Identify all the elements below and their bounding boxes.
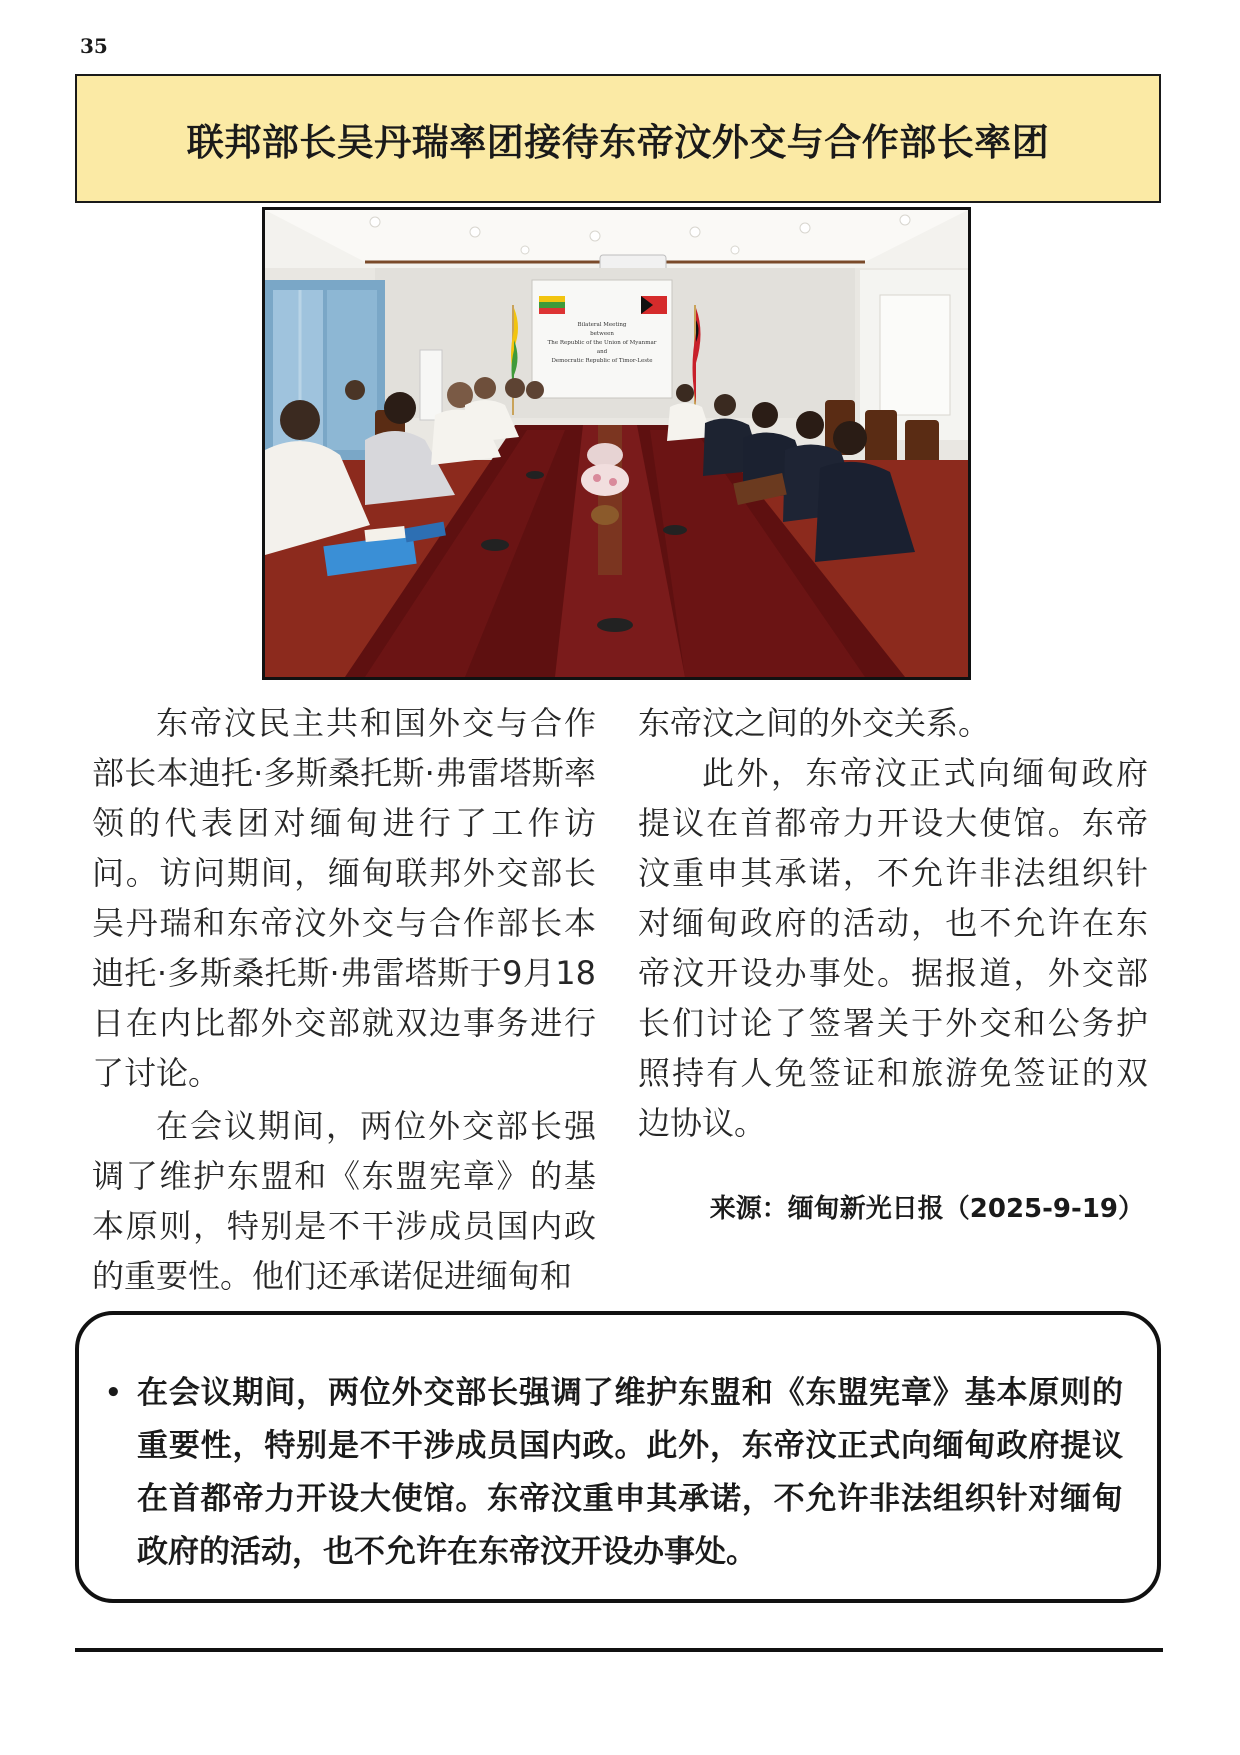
summary-text: 在会议期间，两位外交部长强调了维护东盟和《东盟宪章》基本原则的重要性，特别是不干涉成员国内政。此外，东帝汶正式向缅甸政府提议在首都帝力开设大使馆。东帝汶重申其承诺，不允许非法组织针对缅甸政府的活动，也不允许在东帝汶开设办事处。 xyxy=(137,1375,1123,1570)
article-title: 联邦部长吴丹瑞率团接待东帝汶外交与合作部长率团 xyxy=(186,120,1050,164)
article-column-right xyxy=(638,698,1148,1148)
svg-text:between: between xyxy=(590,331,614,337)
source-attribution: 来源：缅甸新光日报（2025-9-19） xyxy=(709,1194,1144,1224)
svg-text:Democratic Republic of Timor-L: Democratic Republic of Timor-Leste xyxy=(551,358,653,364)
summary-list xyxy=(105,1367,1123,1579)
page-number: 35 xyxy=(80,34,108,58)
article-column-left xyxy=(92,698,596,1301)
summary-item xyxy=(105,1367,1123,1579)
svg-text:Bilateral Meeting: Bilateral Meeting xyxy=(577,322,627,328)
article-paragraph: 此外，东帝汶正式向缅甸政府提议在首都帝力开设大使馆。东帝汶重申其承诺，不允许非法组织针对缅甸政府的活动，也不允许在东帝汶开设办事处。据报道，外交部长们讨论了签署关于外交和公务护照持有人免签证和旅游免签证的双边协议。 xyxy=(638,754,1148,1142)
bottom-divider xyxy=(75,1648,1163,1652)
article-paragraph: 在会议期间，两位外交部长强调了维护东盟和《东盟宪章》的基本原则，特别是不干涉成员国内政的重要性。他们还承诺促进缅甸和 xyxy=(92,1107,596,1295)
title-banner xyxy=(75,74,1161,203)
article-paragraph: 东帝汶之间的外交关系。 xyxy=(638,704,991,742)
bullet-icon: • xyxy=(105,1378,122,1408)
article-paragraph: 东帝汶民主共和国外交与合作部长本迪托·多斯桑托斯·弗雷塔斯率领的代表团对缅甸进行了工作访问。访问期间，缅甸联邦外交部长吴丹瑞和东帝汶外交与合作部长本迪托·多斯桑托斯·弗雷塔斯于9月18日在内比都外交部就双边事务进行了讨论。 xyxy=(92,704,596,1092)
svg-text:The Republic of the Union of M: The Republic of the Union of Myanmar xyxy=(547,340,657,346)
meeting-photo xyxy=(262,207,971,680)
svg-text:and: and xyxy=(596,349,608,355)
meeting-photo-illustration xyxy=(265,210,968,677)
summary-box xyxy=(75,1311,1161,1603)
